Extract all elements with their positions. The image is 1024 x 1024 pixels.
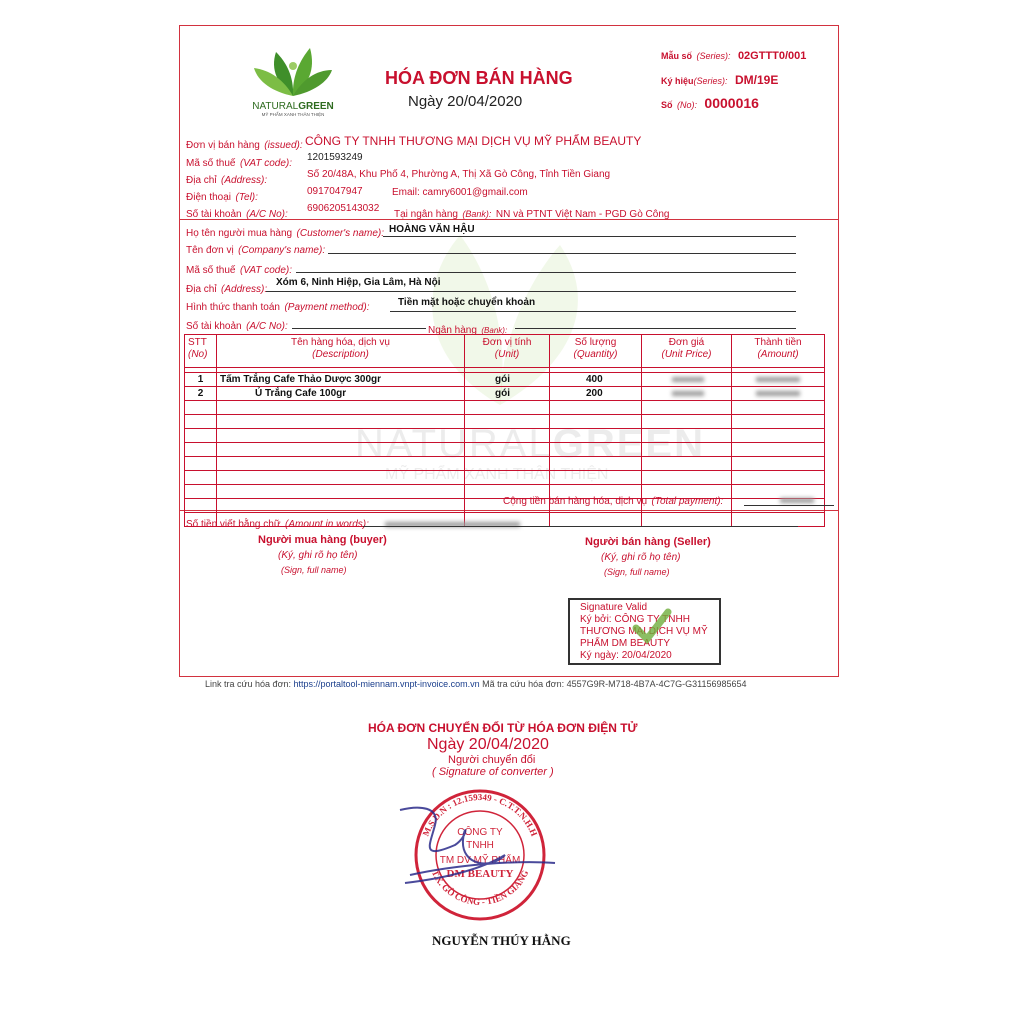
stamp-seal-icon	[395, 785, 565, 925]
seller-sign-sub-en: (Sign, full name)	[604, 567, 670, 577]
row-no: 1	[185, 373, 217, 387]
signature-valid-box	[568, 598, 721, 665]
svg-text:TM DV MỸ PHẨM: TM DV MỸ PHẨM	[439, 855, 521, 866]
row-desc: Ủ Trắng Cafe 100gr	[217, 387, 465, 401]
sigbox-line: Ký bởi: CÔNG TY TNHH	[580, 614, 690, 625]
buyer-name-value: HOÀNG VĂN HẬU	[389, 224, 475, 235]
seller-acc-value: 6906205143032	[307, 203, 380, 214]
row-qty: 400	[550, 373, 642, 387]
table-row-empty	[185, 471, 825, 485]
buyer-company-line	[328, 253, 796, 254]
logo-brand: NATURALGREEN	[252, 101, 334, 112]
row-no: 2	[185, 387, 217, 401]
svg-text:DM BEAUTY: DM BEAUTY	[446, 868, 514, 880]
buyer-pay-row: Hình thức thanh toán (Payment method):	[186, 302, 370, 313]
company-stamp	[395, 785, 565, 925]
buyer-sign-sub-en: (Sign, full name)	[281, 565, 347, 575]
conversion-date: Ngày 20/04/2020	[427, 736, 549, 753]
svg-text:CÔNG TY: CÔNG TY	[457, 827, 503, 838]
buyer-name-line	[383, 236, 796, 237]
buyer-pay-line	[390, 311, 796, 312]
seller-unit-value: CÔNG TY TNHH THƯƠNG MẠI DỊCH VỤ MỸ PHẨM BEAUTY	[305, 134, 642, 148]
logo	[248, 40, 338, 115]
table-row	[185, 387, 825, 401]
words-row: Số tiền viết bằng chữ (Amount in words):	[186, 519, 369, 530]
conversion-title: HÓA ĐƠN CHUYỂN ĐỔI TỪ HÓA ĐƠN ĐIỆN TỬ	[368, 721, 638, 735]
table-row-empty	[185, 443, 825, 457]
seller-tel-row: Điện thoại (Tel):	[186, 192, 258, 203]
row-qty: 200	[550, 387, 642, 401]
table-row-empty	[185, 401, 825, 415]
buyer-sign-title: Người mua hàng (buyer)	[258, 534, 387, 546]
svg-text:TNHH: TNHH	[466, 840, 494, 851]
number-row: Số (No): 0000016	[661, 95, 759, 111]
converter-label: Người chuyển đổi	[448, 754, 536, 766]
symbol-value: DM/19E	[734, 73, 779, 87]
seller-sign-title: Người bán hàng (Seller)	[585, 536, 711, 548]
lookup-code: 4557G9R-M718-4B7A-4C7G-G31156985654	[566, 679, 747, 689]
sigbox-line: PHẨM DM BEAUTY	[580, 638, 671, 649]
invoice-title: HÓA ĐƠN BÁN HÀNG	[385, 68, 573, 88]
converter-label-en: ( Signature of converter )	[432, 766, 554, 778]
row-price-redacted	[642, 387, 732, 401]
total-redacted	[780, 492, 814, 510]
buyer-sign-sub: (Ký, ghi rõ họ tên)	[278, 550, 358, 561]
buyer-name-row: Họ tên người mua hàng (Customer's name):	[186, 228, 385, 239]
seller-tax-value: 1201593249	[307, 152, 363, 163]
buyer-addr-value: Xóm 6, Ninh Hiệp, Gia Lâm, Hà Nội	[276, 277, 441, 288]
sigbox-line: THƯƠNG MẠI DỊCH VỤ MỸ	[580, 626, 708, 637]
table-header-row	[185, 335, 825, 368]
svg-text:T.X. GÒ CÔNG - TIỀN GIANG: T.X. GÒ CÔNG - TIỀN GIANG	[429, 868, 531, 907]
row-unit: gói	[465, 387, 550, 401]
watermark-tagline: MỸ PHẨM XANH THÂN THIỆN	[385, 466, 609, 483]
seller-unit-row: Đơn vị bán hàng (issued):	[186, 140, 303, 151]
table-row-empty	[185, 429, 825, 443]
table-row-empty	[185, 415, 825, 429]
buyer-bank-row: Ngân hàng (Bank):	[428, 325, 508, 336]
row-desc: Tấm Trắng Cafe Thảo Dược 300gr	[217, 373, 465, 387]
lookup-row: Link tra cứu hóa đơn: https://portaltool-miennam.vnpt-invoice.com.vn Mã tra cứu hóa đơn: 4557G9R-M718-4B7A-4C7G-G31156985654	[205, 679, 747, 689]
col-header-price: Đơn giá (Unit Price)	[642, 335, 732, 368]
lookup-link[interactable]: https://portaltool-miennam.vnpt-invoice.com.vn	[293, 679, 480, 689]
table-row-empty	[185, 457, 825, 471]
col-header-no: STT (No)	[185, 335, 217, 368]
total-line	[744, 505, 834, 506]
invoice-date: Ngày 20/04/2020	[408, 93, 523, 110]
row-price-redacted	[642, 373, 732, 387]
seller-addr-value: Số 20/48A, Khu Phố 4, Phường A, Thị Xã Gò Công, Tỉnh Tiền Giang	[307, 169, 611, 180]
col-header-amount: Thành tiền (Amount)	[732, 335, 825, 368]
table-row	[185, 373, 825, 387]
seller-acc-row: Số tài khoản (A/C No):	[186, 209, 288, 220]
seller-email: Email: camry6001@gmail.com	[392, 187, 528, 198]
col-header-unit: Đơn vị tính (Unit)	[465, 335, 550, 368]
row-unit: gói	[465, 373, 550, 387]
buyer-addr-row: Địa chỉ (Address):	[186, 284, 268, 295]
watermark-brand: NATURALGREEN	[355, 422, 705, 466]
seller-bank-row: Tại ngân hàng (Bank): NN và PTNT Việt Nam - PGD Gò Công	[394, 209, 670, 220]
words-redacted	[385, 516, 520, 534]
words-line	[363, 526, 798, 527]
buyer-tax-line	[296, 272, 796, 273]
buyer-bank-line	[515, 328, 796, 329]
col-header-desc: Tên hàng hóa, dịch vụ (Description)	[217, 335, 465, 368]
seller-sign-sub: (Ký, ghi rõ họ tên)	[601, 552, 681, 563]
buyer-acc-line	[292, 328, 426, 329]
col-header-qty: Số lượng (Quantity)	[550, 335, 642, 368]
buyer-acc-row: Số tài khoản (A/C No):	[186, 321, 288, 332]
seller-tax-row: Mã số thuế (VAT code):	[186, 158, 292, 169]
buyer-company-row: Tên đơn vị (Company's name):	[186, 245, 326, 256]
series-row: Mẫu số (Series): 02GTTT0/001	[661, 50, 807, 62]
buyer-pay-value: Tiền mặt hoặc chuyển khoản	[398, 297, 536, 308]
logo-tagline: MỸ PHẨM XANH THÂN THIỆN	[261, 112, 325, 117]
sigbox-line: Ký ngày: 20/04/2020	[580, 650, 672, 661]
row-amount-redacted	[732, 373, 825, 387]
buyer-addr-line	[266, 291, 796, 292]
seller-tel-value: 0917047947	[307, 186, 363, 197]
svg-text:M.S.D.N : 12.159349 - C.T.T.N.: M.S.D.N : 12.159349 - C.T.T.N.H.H	[420, 791, 540, 838]
number-value: 0000016	[704, 95, 759, 111]
total-row: Cộng tiền bán hàng hóa, dịch vụ (Total payment):	[503, 496, 724, 507]
symbol-row: Ký hiệu(Series): DM/19E	[661, 73, 779, 87]
row-amount-redacted	[732, 387, 825, 401]
leaf-logo-icon	[248, 40, 338, 98]
series-value: 02GTTT0/001	[737, 50, 807, 62]
sigbox-line: Signature Valid	[580, 602, 648, 613]
buyer-tax-row: Mã số thuế (VAT code):	[186, 265, 292, 276]
seller-addr-row: Địa chỉ (Address):	[186, 175, 268, 186]
signer-name: NGUYỄN THÚY HẰNG	[432, 933, 571, 948]
checkmark-icon	[632, 606, 672, 646]
